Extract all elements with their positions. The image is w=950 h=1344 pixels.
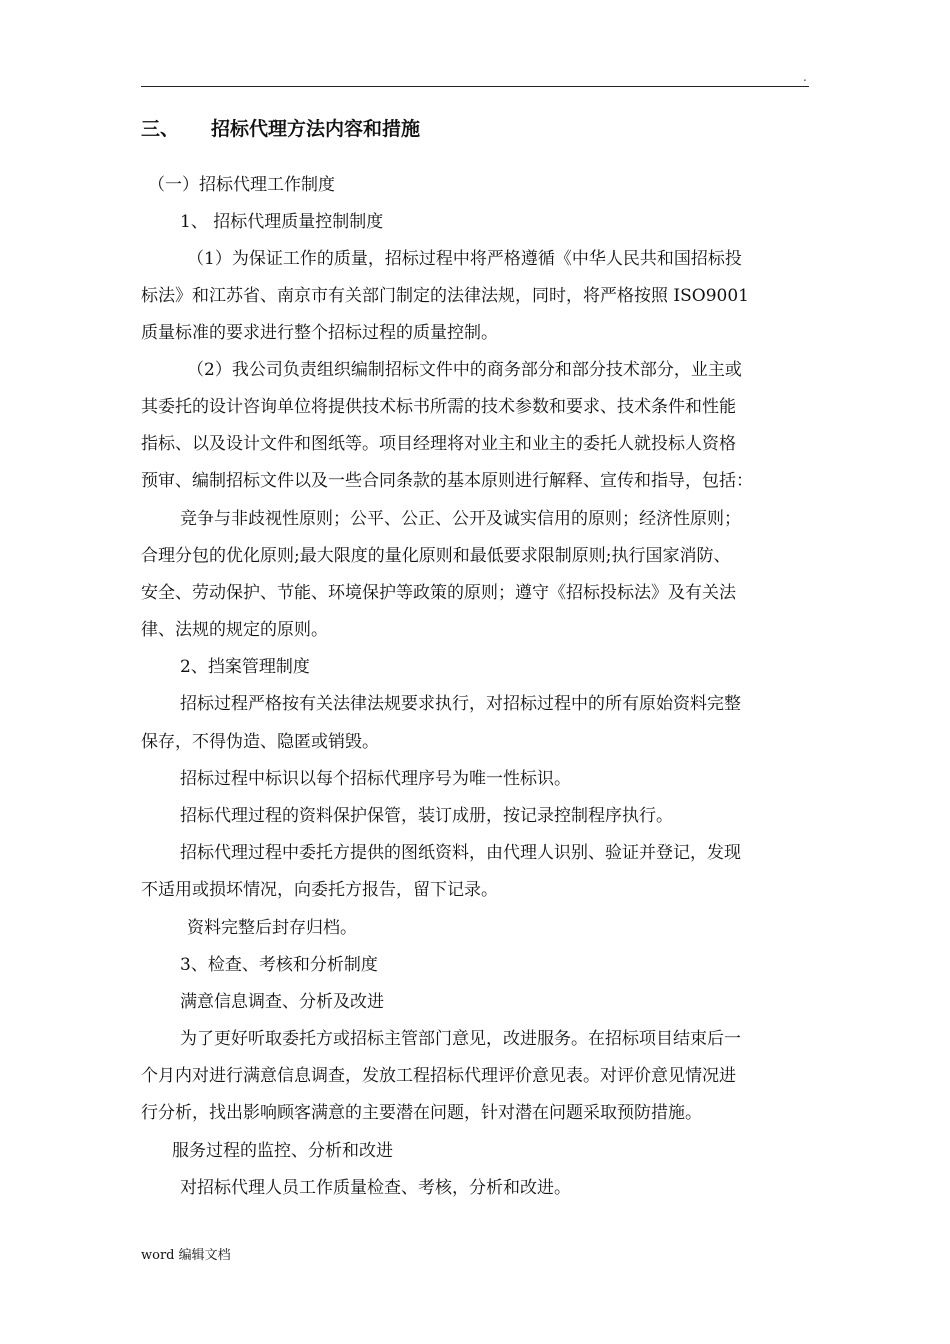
subheading-line: 满意信息调查、分析及改进 xyxy=(180,992,384,1012)
footer-label: word 编辑文档 xyxy=(141,1248,231,1263)
clause-heading: 2、挡案管理制度 xyxy=(180,657,310,677)
clause-heading: 3、检查、考核和分析制度 xyxy=(180,955,378,975)
paragraph-line: 合理分包的优化原则;最大限度的量化原则和最低要求限制原则;执行国家消防、 xyxy=(141,546,731,566)
header-rule xyxy=(141,86,809,87)
paragraph-line: 预审、编制招标文件以及一些合同条款的基本原则进行解释、宣传和指导，包括： xyxy=(141,471,753,491)
paragraph-line: 对招标代理人员工作质量检查、考核，分析和改进。 xyxy=(180,1178,571,1198)
paragraph-line: 指标、以及设计文件和图纸等。项目经理将对业主和业主的委托人就投标人资格 xyxy=(141,434,736,454)
paragraph-line: 标法》和江苏省、南京市有关部门制定的法律法规，同时，将严格按照 ISO9001 xyxy=(141,286,749,306)
section-heading xyxy=(141,114,420,141)
paragraph-line: 安全、劳动保护、节能、环境保护等政策的原则；遵守《招标投标法》及有关法 xyxy=(141,583,736,603)
paragraph-line: 招标过程严格按有关法律法规要求执行，对招标过程中的所有原始资料完整 xyxy=(180,694,741,714)
paragraph-line: （1）为保证工作的质量，招标过程中将严格遵循《中华人民共和国招标投 xyxy=(187,249,742,269)
subheading-line: 服务过程的监控、分析和改进 xyxy=(172,1141,393,1161)
paragraph-line: 质量标准的要求进行整个招标过程的质量控制。 xyxy=(141,323,498,343)
paragraph-line: （2）我公司负责组织编制招标文件中的商务部分和部分技术部分，业主或 xyxy=(187,360,742,380)
clause-heading: 1、 招标代理质量控制制度 xyxy=(180,212,384,232)
section-title: 招标代理方法内容和措施 xyxy=(211,118,421,140)
paragraph-line: 为了更好听取委托方或招标主管部门意见，改进服务。在招标项目结束后一 xyxy=(180,1029,741,1049)
paragraph-line: 其委托的设计咨询单位将提供技术标书所需的技术参数和要求、技术条件和性能 xyxy=(141,397,736,417)
paragraph-line: 招标代理过程的资料保护保管，装订成册，按记录控制程序执行。 xyxy=(180,806,673,826)
paragraph-line: 招标过程中标识以每个招标代理序号为唯一性标识。 xyxy=(180,769,571,789)
paragraph-line: 资料完整后封存归档。 xyxy=(187,918,357,938)
section-number: 三、 xyxy=(141,118,180,140)
paragraph-line: 不适用或损坏情况，向委托方报告，留下记录。 xyxy=(141,880,498,900)
paragraph-line: 个月内对进行满意信息调查，发放工程招标代理评价意见表。对评价意见情况进 xyxy=(141,1066,736,1086)
subsection-heading: （一）招标代理工作制度 xyxy=(148,175,335,195)
header-mark: . xyxy=(803,70,807,84)
paragraph-line: 保存，不得伪造、隐匿或销毁。 xyxy=(141,732,379,752)
paragraph-line: 律、法规的规定的原则。 xyxy=(141,620,328,640)
paragraph-line: 招标代理过程中委托方提供的图纸资料，由代理人识别、验证并登记，发现 xyxy=(180,843,741,863)
paragraph-line: 行分析，找出影响顾客满意的主要潜在问题，针对潜在问题采取预防措施。 xyxy=(141,1103,702,1123)
paragraph-line: 竞争与非歧视性原则；公平、公正、公开及诚实信用的原则；经济性原则； xyxy=(180,509,741,529)
